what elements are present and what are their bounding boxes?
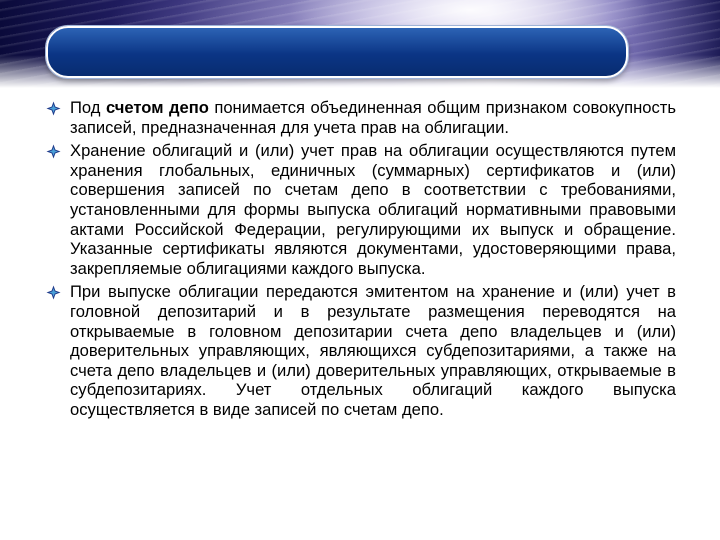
bullet-2-text: Хранение облигаций и (или) учет прав на облигации осуществляются путем хранения глобальных, единичных (суммарных) сертификатов и (или) совершения записей по счетам депо в соответствии с требованиями, установленными для формы выпуска облигаций нормативными правовыми актами Российской Федерации, регулирующими их выпуск и обращение. Указанные сертификаты являются документами, удостоверяющими права, закрепляемые облигациями каждого выпуска.	[70, 141, 676, 278]
slide-body	[44, 98, 676, 420]
bullet-item-2	[44, 141, 676, 278]
bullet-1-prefix: Под	[70, 98, 106, 117]
diamond-bullet-icon	[46, 101, 61, 116]
bullet-1-term: счетом депо	[105, 98, 209, 117]
bullet-item-1	[44, 98, 676, 137]
diamond-bullet-icon	[46, 144, 61, 159]
bullet-1-text: понимается объединенная общим признаком совокупность записей, предназначенная для учета прав на облигации.	[70, 98, 677, 137]
bullet-item-3	[44, 282, 676, 419]
diamond-bullet-icon	[46, 285, 61, 300]
bullet-3-text: При выпуске облигации передаются эмитентом на хранение и (или) учет в головной депозитарий и в результате размещения переводятся на открываемые в головном депозитарии счета депо владельцев и (или) доверительных управляющих, являющихся субдепозитариями, а также на счета депо владельцев и (или) доверительных управляющих, открываемые в субдепозитариях. Учет отдельных облигаций каждого выпуска осуществляется в виде записей по счетам депо.	[70, 282, 676, 419]
title-bar	[46, 26, 628, 78]
